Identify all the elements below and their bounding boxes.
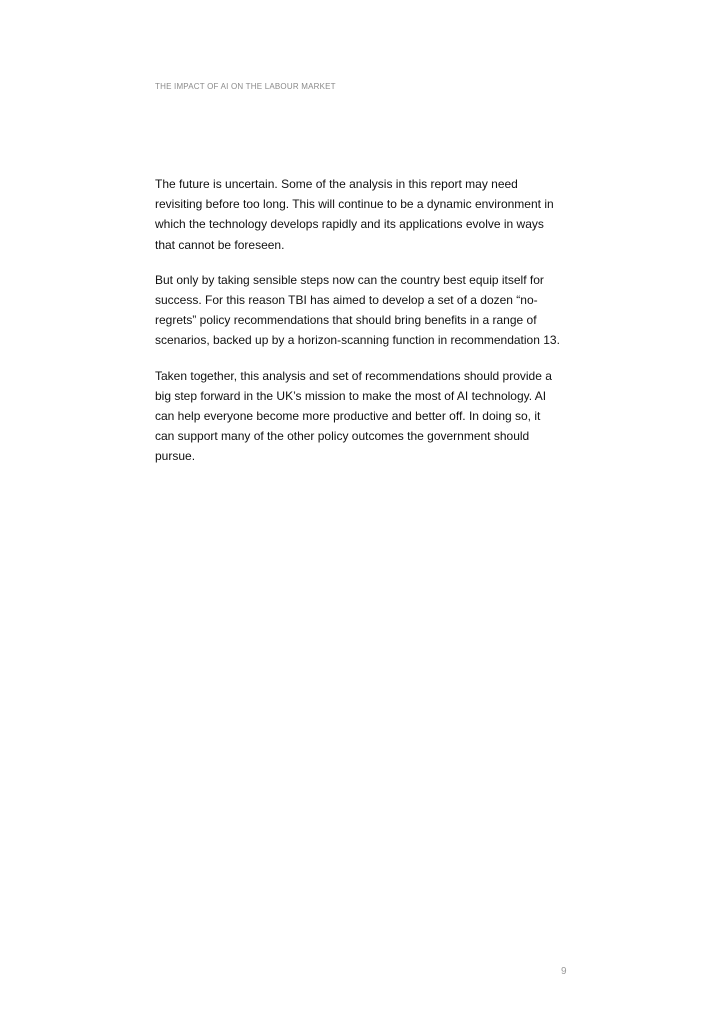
text-line: pursue. [155, 449, 196, 464]
text-line: But only by taking sensible steps now can the country best equip itself for [155, 272, 544, 287]
text-line: which the technology develops rapidly and its applications evolve in ways [155, 217, 544, 232]
paragraph-2 [155, 270, 575, 351]
text-line: can help everyone become more productive and better off. In doing so, it [155, 409, 541, 424]
text-line: scenarios, backed up by a horizon-scanning function in recommendation 13. [155, 333, 560, 348]
text-line: that cannot be foreseen. [155, 237, 285, 252]
text-line: revisiting before too long. This will continue to be a dynamic environment in [155, 197, 554, 212]
text-line: can support many of the other policy outcomes the government should [155, 429, 530, 444]
paragraph-3 [155, 366, 575, 467]
text-line: big step forward in the UK’s mission to make the most of AI technology. AI [155, 388, 547, 403]
text-line: Taken together, this analysis and set of recommendations should provide a [155, 368, 552, 383]
page-number: 9 [561, 966, 567, 977]
text-line: regrets” policy recommendations that should bring benefits in a range of [155, 313, 537, 328]
running-header: THE IMPACT OF AI ON THE LABOUR MARKET [155, 82, 336, 91]
paragraph-1 [155, 174, 575, 255]
text-line: The future is uncertain. Some of the analysis in this report may need [155, 177, 518, 191]
body-text [155, 174, 575, 482]
text-line: success. For this reason TBI has aimed to develop a set of a dozen “no- [155, 293, 538, 308]
